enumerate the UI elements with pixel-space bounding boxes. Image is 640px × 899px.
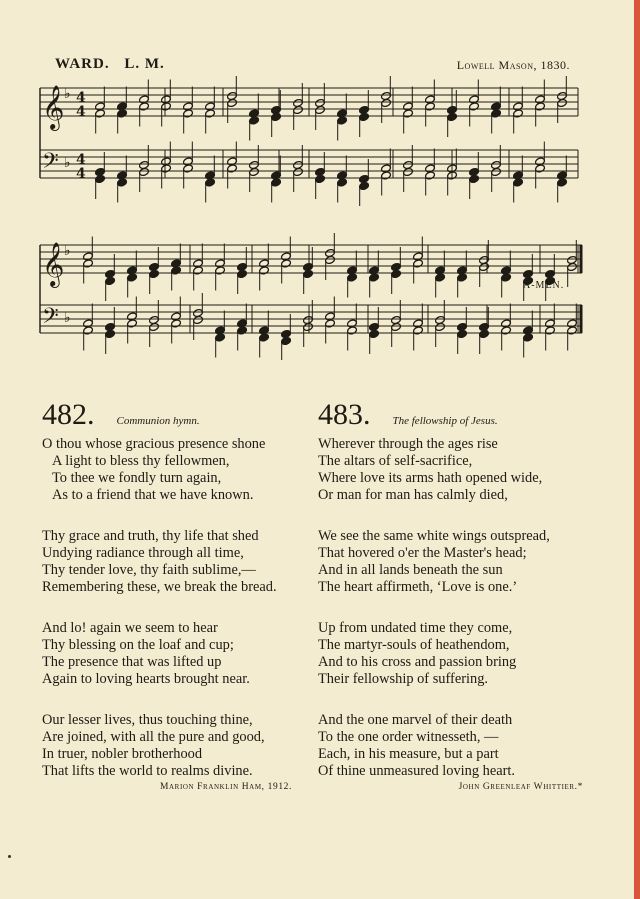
verse-line: As to a friend that we have known. — [52, 487, 254, 503]
stanza-2 — [42, 528, 332, 596]
note-head — [567, 262, 578, 271]
note-head — [249, 167, 260, 176]
hymn-header — [42, 398, 332, 432]
verse-line: And lo! again we seem to hear — [42, 620, 218, 636]
stanza-1 — [42, 436, 332, 504]
verse-line: Of thine unmeasured loving heart. — [318, 763, 516, 779]
note-head — [293, 167, 304, 176]
note-head — [535, 102, 546, 111]
verse-line: O thou whose gracious presence shone — [42, 436, 266, 452]
hymn-author: Marion Franklin Ham, 1912. — [159, 782, 292, 792]
note-head — [315, 174, 326, 183]
stanza-2 — [318, 528, 608, 596]
note-head — [513, 178, 524, 187]
note-head — [347, 273, 358, 282]
hymn-483 — [318, 398, 608, 792]
note-head — [325, 255, 336, 264]
treble-clef-icon: 𝄞 — [42, 85, 65, 129]
time-signature: 4 — [76, 152, 86, 168]
verse-line: Their fellowship of suffering. — [318, 671, 488, 687]
note-head — [237, 269, 248, 278]
verse-line: And the one marvel of their death — [318, 712, 513, 728]
time-signature: 4 — [76, 90, 86, 106]
hymn-text — [42, 436, 332, 792]
note-head — [249, 116, 260, 125]
stanza-4 — [318, 712, 608, 780]
note-head — [161, 102, 172, 111]
note-head — [513, 109, 524, 118]
note-head — [117, 109, 128, 118]
verse-line: The heart affirmeth, ‘Love is one.’ — [318, 579, 518, 595]
hymn-subtitle: Communion hymn. — [116, 415, 200, 427]
verse-line: Our lesser lives, thus touching thine, — [42, 712, 253, 728]
hymn-header — [318, 398, 608, 432]
tune-name: WARD. — [55, 56, 110, 72]
note-head — [281, 336, 292, 345]
verse-line: We see the same white wings outspread, — [318, 528, 550, 544]
verse-line: The presence that was lifted up — [42, 654, 222, 670]
note-head — [105, 276, 116, 285]
note-head — [359, 112, 370, 121]
note-head — [83, 326, 94, 335]
verse-line: To thee we fondly turn again, — [52, 470, 222, 486]
hymn-author: John Greenleaf Whittier.* — [458, 782, 583, 792]
amen-text: A-MEN. — [523, 280, 565, 291]
note-head — [469, 174, 480, 183]
note-head — [127, 319, 138, 328]
time-signature: 4 — [76, 166, 86, 182]
verse-line: Thy tender love, thy faith sublime,— — [42, 562, 256, 578]
note-head — [545, 326, 556, 335]
note-head — [457, 273, 468, 282]
note-head — [337, 178, 348, 187]
note-head — [259, 266, 270, 275]
note-head — [193, 315, 204, 324]
verse-line: A light to bless thy fellowmen, — [52, 453, 230, 469]
note-head — [237, 326, 248, 335]
flat-icon: ♭ — [64, 243, 71, 259]
verse-line: Undying radiance through all time, — [42, 545, 244, 561]
hymn-number: 483. — [318, 398, 371, 431]
note-head — [535, 164, 546, 173]
note-head — [557, 178, 568, 187]
tune-composer: Lowell Mason, 1830. — [456, 58, 570, 72]
note-head — [271, 112, 282, 121]
note-head — [491, 167, 502, 176]
note-head — [215, 266, 226, 275]
flat-icon: ♭ — [64, 86, 71, 102]
note-head — [171, 319, 182, 328]
note-head — [139, 102, 150, 111]
flat-icon: ♭ — [64, 155, 71, 171]
verse-line: And to his cross and passion bring — [318, 654, 517, 670]
hymn-482 — [42, 398, 332, 792]
verse-line: Thy blessing on the loaf and cup; — [42, 637, 234, 653]
stanza-3 — [42, 620, 332, 688]
note-head — [557, 98, 568, 107]
bass-clef-icon: 𝄢 — [42, 149, 59, 179]
verse-line: Or man for man has calmly died, — [318, 487, 508, 503]
note-head — [193, 266, 204, 275]
note-head — [215, 333, 226, 342]
note-head — [413, 259, 424, 268]
note-head — [391, 322, 402, 331]
verse-line: Where love its arms hath opened wide, — [318, 470, 543, 486]
verse-line: That hovered o'er the Master's head; — [318, 545, 527, 561]
note-head — [381, 98, 392, 107]
tune-meter: L. M. — [124, 56, 165, 72]
note-head — [149, 322, 160, 331]
verse-line: Thy grace and truth, thy life that shed — [42, 528, 259, 544]
note-head — [183, 109, 194, 118]
stanza-4 — [42, 712, 332, 780]
note-head — [479, 262, 490, 271]
note-head — [205, 178, 216, 187]
note-head — [303, 322, 314, 331]
note-head — [369, 329, 380, 338]
note-head — [447, 112, 458, 121]
note-head — [479, 329, 490, 338]
stanza-1 — [318, 436, 608, 504]
verse-line: Are joined, with all the pure and good, — [42, 729, 265, 745]
note-head — [83, 259, 94, 268]
treble-clef-icon: 𝄞 — [42, 242, 65, 286]
note-head — [117, 178, 128, 187]
stanza-3 — [318, 620, 608, 688]
note-head — [435, 322, 446, 331]
hymn-subtitle: The fellowship of Jesus. — [392, 415, 498, 427]
note-head — [359, 181, 370, 190]
note-head — [567, 326, 578, 335]
note-head — [281, 259, 292, 268]
note-head — [95, 174, 106, 183]
note-head — [105, 329, 116, 338]
note-head — [183, 164, 194, 173]
note-head — [425, 171, 436, 180]
verse-line: To the one order witnesseth, — — [318, 729, 499, 745]
note-head — [161, 164, 172, 173]
hymn-text — [318, 436, 608, 792]
music-score — [0, 0, 640, 360]
note-head — [435, 273, 446, 282]
note-head — [139, 167, 150, 176]
note-head — [403, 167, 414, 176]
page-speck — [8, 855, 11, 858]
note-head — [315, 105, 326, 114]
time-signature: 4 — [76, 104, 86, 120]
verse-line: Wherever through the ages rise — [318, 436, 498, 452]
note-head — [347, 326, 358, 335]
flat-icon: ♭ — [64, 310, 71, 326]
note-head — [381, 171, 392, 180]
verse-line: Up from undated time they come, — [318, 620, 513, 636]
note-head — [425, 102, 436, 111]
note-head — [501, 326, 512, 335]
note-head — [337, 116, 348, 125]
note-head — [369, 273, 380, 282]
note-head — [469, 102, 480, 111]
note-head — [403, 109, 414, 118]
note-head — [491, 109, 502, 118]
note-head — [205, 109, 216, 118]
note-head — [391, 269, 402, 278]
verse-line: The altars of self-sacrifice, — [318, 453, 473, 469]
verse-line: Remembering these, we break the bread. — [42, 579, 277, 595]
note-head — [501, 273, 512, 282]
note-head — [293, 105, 304, 114]
note-head — [171, 266, 182, 275]
note-head — [127, 273, 138, 282]
note-head — [303, 269, 314, 278]
note-head — [523, 333, 534, 342]
verse-line: In truer, nobler brotherhood — [42, 746, 203, 762]
verse-line: Again to loving hearts brought near. — [42, 671, 250, 687]
note-head — [95, 109, 106, 118]
note-head — [149, 269, 160, 278]
note-head — [271, 178, 282, 187]
verse-line: And in all lands beneath the sun — [318, 562, 503, 578]
hymn-number: 482. — [42, 398, 95, 431]
note-head — [259, 333, 270, 342]
note-head — [227, 164, 238, 173]
note-head — [325, 319, 336, 328]
note-head — [227, 98, 238, 107]
note-head — [457, 329, 468, 338]
note-head — [413, 326, 424, 335]
verse-line: The martyr-souls of heathendom, — [318, 637, 510, 653]
bass-clef-icon: 𝄢 — [42, 304, 59, 334]
verse-line: Each, in his measure, but a part — [318, 746, 499, 762]
verse-line: That lifts the world to realms divine. — [42, 763, 253, 779]
